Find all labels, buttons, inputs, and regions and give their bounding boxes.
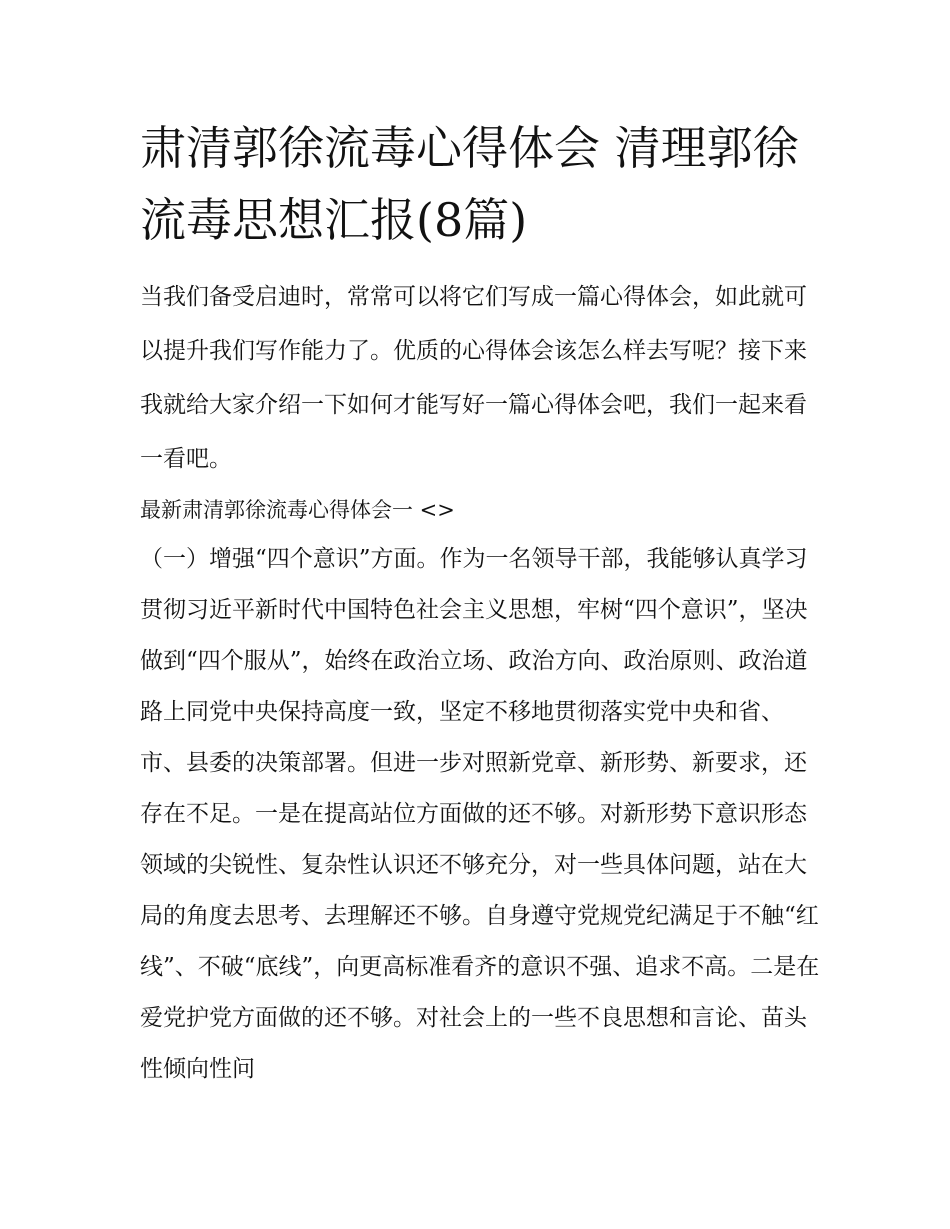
- document-title: 肃清郭徐流毒心得体会 清理郭徐流毒思想汇报(8篇): [140, 121, 799, 247]
- section-body-paragraph: （一）增强“四个意识”方面。作为一名领导干部，我能够认真学习贯彻习近平新时代中国特色社会主义思想，牢树“四个意识”，坚决做到“四个服从”，始终在政治立场、政治方向、政治原则、政治道路上同党中央保持高度一致，坚定不移地贯彻落实党中央和省、市、县委的决策部署。但进一步对照新党章、新形势、新要求，还存在不足。一是在提高站位方面做的还不够。对新形势下意识形态领域的尖锐性、复杂性认识还不够充分，对一些具体问题，站在大局的角度去思考、去理解还不够。自身遵守党规党纪满足于不触“红线”、不破“底线”，向更高标准看齐的意识不强、追求不高。二是在爱党护党方面做的还不够。对社会上的一些不良思想和言论、苗头性倾向性问: [140, 546, 820, 1082]
- intro-paragraph: 当我们备受启迪时，常常可以将它们写成一篇心得体会，如此就可以提升我们写作能力了。优质的心得体会该怎么样去写呢？接下来我就给大家介绍一下如何才能写好一篇心得体会吧，我们一起来看一看吧。: [140, 284, 807, 472]
- section-heading: 最新肃清郭徐流毒心得体会一 <>: [140, 498, 455, 522]
- document-page: [140, 112, 820, 1095]
